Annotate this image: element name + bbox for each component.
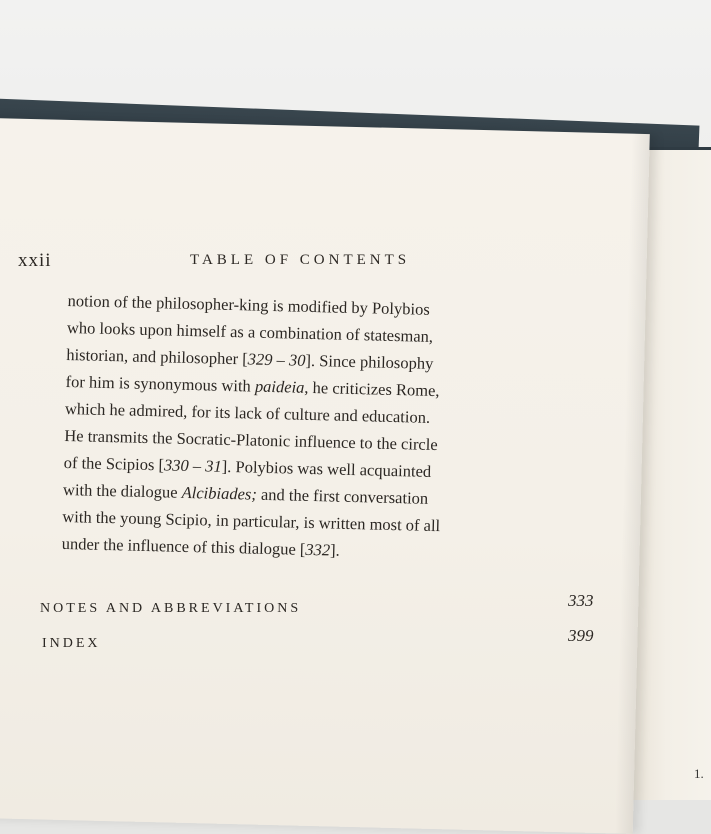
- text-segment: and the first conversation: [256, 484, 429, 508]
- page-reference: 329 – 30: [247, 349, 306, 370]
- text-segment: ].: [329, 540, 341, 560]
- corner-mark: 1.: [694, 766, 704, 781]
- text-segment: of the Scipios [: [63, 452, 165, 475]
- text-segment: ]. Polybios was well acquainted: [221, 456, 432, 481]
- text-segment: historian, and philosopher [: [66, 344, 248, 369]
- toc-page-index: 399: [568, 626, 594, 645]
- text-segment: He transmits the Socratic-Platonic influence to the circle: [64, 425, 438, 455]
- text-segment: , he criticizes Rome,: [304, 377, 440, 401]
- toc-entry-index: INDEX: [42, 636, 101, 651]
- body-paragraph: [61, 287, 587, 570]
- italic-term: Alcibiades;: [181, 482, 258, 504]
- text-segment: for him is synonymous with: [65, 371, 256, 396]
- italic-term: paideia: [254, 376, 305, 397]
- text-segment: notion of the philosopher-king is modified by Polybios: [67, 290, 430, 319]
- toc-page-notes: 333: [568, 591, 594, 610]
- text-segment: ]. Since philosophy: [305, 350, 434, 373]
- text-segment: under the influence of this dialogue [: [61, 533, 306, 559]
- text-segment: with the dialogue: [62, 479, 182, 502]
- text-segment: which he admired, for its lack of culture and education.: [64, 398, 431, 427]
- running-head: TABLE OF CONTENTS: [190, 252, 411, 268]
- text-segment: who looks upon himself as a combination of statesman,: [66, 317, 434, 346]
- page-reference: 332: [305, 539, 331, 560]
- toc-entry-notes: NOTES AND ABBREVIATIONS: [40, 601, 302, 616]
- text-segment: with the young Scipio, in particular, is written most of all: [62, 506, 441, 536]
- page-number: xxii: [18, 250, 52, 271]
- page-reference: 330 – 31: [163, 455, 223, 476]
